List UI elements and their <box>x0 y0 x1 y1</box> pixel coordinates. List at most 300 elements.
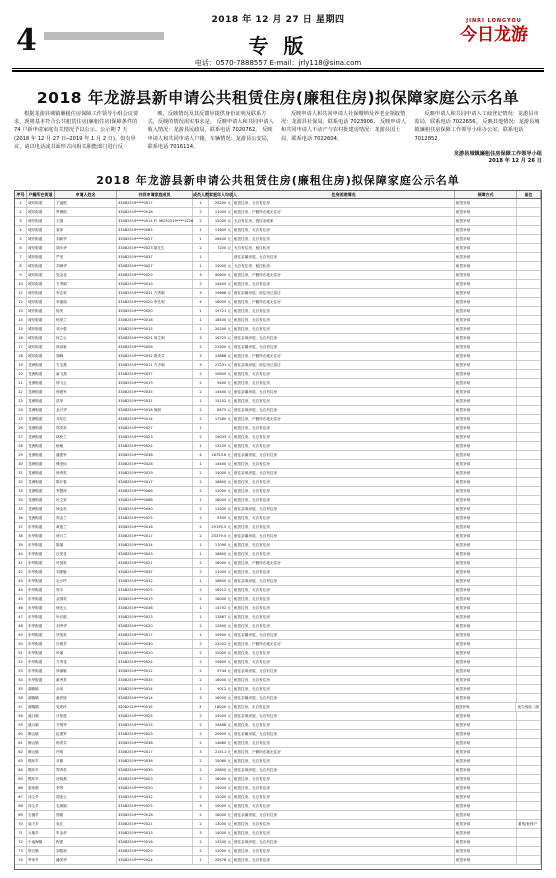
table-cell: 龙洲街道 <box>27 442 55 450</box>
table-row <box>15 307 541 316</box>
table-cell: 傅美仙 <box>55 460 117 468</box>
table-cell: 15000 元 <box>209 469 233 477</box>
table-cell: 2 <box>193 712 209 720</box>
table-cell <box>517 802 541 810</box>
table-row <box>15 514 541 523</box>
table-cell: 2 <box>193 739 209 747</box>
table-cell: 60 <box>15 730 27 738</box>
table-cell: 沐尘乡 <box>27 802 55 810</box>
table-cell: 龙洲街道 <box>27 505 55 513</box>
table-cell: 租赁补贴 <box>455 658 517 666</box>
table-cell: 33082519****0024 <box>117 442 193 450</box>
table-cell: 溪口镇 <box>27 721 55 729</box>
table-cell: 33082519****0017 <box>117 748 193 756</box>
table-row <box>15 505 541 514</box>
table-cell: 2 <box>193 478 209 486</box>
table-row <box>15 433 541 442</box>
signature-org: 龙游县城镇廉租住房保障工作领导小组 <box>453 151 542 157</box>
table-cell: 汪美花 <box>55 550 117 558</box>
table-cell: 3 <box>193 361 209 369</box>
table-cell: 33082519****0019 <box>117 595 193 603</box>
table-cell: 33082519****0017 <box>117 532 193 540</box>
table-cell: 2 <box>193 784 209 792</box>
table-cell: 方宝燕 <box>55 361 117 369</box>
table-row <box>15 415 541 424</box>
table-cell: 1 <box>193 541 209 549</box>
table-row <box>15 802 541 811</box>
table-row <box>15 460 541 469</box>
table-cell: 租赁住房，无自有住房 <box>233 541 455 549</box>
table-cell: 51 <box>15 649 27 657</box>
intro-paragraph: 映，反映情况及其反馈应提供身份证明及联系方式，反映的情况需实事求是。 反映申请人和共同申请人收入情况：龙游县民政局，联系电话 7020762。 反映申请人和共同申请人户籍、车辆情况：龙游县公安局，联系电话 7016114。 <box>147 111 274 150</box>
table-cell <box>517 361 541 369</box>
table-cell: 1 <box>193 613 209 621</box>
table-row <box>15 388 541 397</box>
table-cell: 模环乡 <box>27 766 55 774</box>
table-cell: 33082519****0018 <box>117 316 193 324</box>
table-cell: 3 <box>15 217 27 225</box>
table-cell: 14400 元 <box>209 280 233 288</box>
table-row <box>15 244 541 253</box>
table-cell: 胡亚云 <box>55 793 117 801</box>
table-cell: 8475 元 <box>209 406 233 414</box>
table-cell: 2 <box>193 820 209 828</box>
table-cell: 11 <box>15 289 27 297</box>
table-cell <box>517 379 541 387</box>
table-cell: 横山镇 <box>27 730 55 738</box>
table-cell: 33082519****0037 <box>117 568 193 576</box>
table-cell: 33082519****0014 <box>117 415 193 423</box>
table-cell: 湖镇镇 <box>27 694 55 702</box>
table-cell: 黄建兰 <box>55 523 117 531</box>
table-cell: 33082519****0024 <box>117 658 193 666</box>
table-cell: 26400 元 <box>209 235 233 243</box>
table-cell: 吴红 <box>55 820 117 828</box>
table-cell: 12000 元 <box>209 487 233 495</box>
table-cell: 23 <box>15 397 27 405</box>
table-cell <box>517 811 541 819</box>
table-cell: 33082519****0031 方秀娟 <box>117 289 193 297</box>
table-cell: 61 <box>15 739 27 747</box>
table-cell: 租赁补贴 <box>455 604 517 612</box>
column-header: 户籍所在街道 <box>27 191 55 198</box>
table-cell: 湖镇镇 <box>27 703 55 711</box>
table-cell: 城东街道 <box>27 298 55 306</box>
table-cell <box>517 739 541 747</box>
table-cell: 租赁补贴 <box>455 703 517 711</box>
table-cell: 45 <box>15 595 27 603</box>
table-cell: 租赁补贴 <box>455 226 517 234</box>
table-cell: 徐金亮 <box>55 505 117 513</box>
table-cell: 2 <box>193 838 209 846</box>
table-cell: 32 <box>15 478 27 486</box>
table-cell: 龙洲街道 <box>27 460 55 468</box>
table-row <box>15 649 541 658</box>
table-cell: 2 <box>193 595 209 603</box>
table-cell <box>517 289 541 297</box>
table-cell: 租赁住房，无自有住房 <box>233 586 455 594</box>
table-cell: 1 <box>193 262 209 270</box>
table-cell: 模环乡 <box>27 757 55 765</box>
table-cell: 19900 元 <box>209 631 233 639</box>
table-cell: 29 <box>15 451 27 459</box>
table-cell: 29195.5 元 <box>209 523 233 531</box>
table-cell: 1 <box>193 199 209 207</box>
table-cell: 借住亲属房屋，无自有住房 <box>233 451 455 459</box>
table-cell: 27231 元 <box>209 361 233 369</box>
table-cell: 1 <box>193 226 209 234</box>
table-cell: 龙洲街道 <box>27 433 55 441</box>
table-cell: 租赁补贴 <box>455 784 517 792</box>
table-row <box>15 829 541 838</box>
table-cell: 林秋兰 <box>55 433 117 441</box>
table-cell: 33082519****0032 <box>117 793 193 801</box>
table-cell: 龙洲街道 <box>27 469 55 477</box>
table-cell: 罗海根 <box>55 208 117 216</box>
table-cell: 租赁补贴 <box>455 370 517 378</box>
table-cell: 租赁住房，无自有住房 <box>233 424 455 432</box>
table-cell: 程建 <box>55 838 117 846</box>
table-cell: 33082519****0018 <box>117 208 193 216</box>
table-cell <box>517 856 541 864</box>
table-row <box>15 820 541 829</box>
table-cell: 租赁补贴 <box>455 595 517 603</box>
table-cell: 租赁补贴 <box>455 433 517 441</box>
table-cell: 18 <box>15 352 27 360</box>
table-cell: 租赁住房，无自有住房 <box>233 379 455 387</box>
table-cell: 2 <box>193 208 209 216</box>
table-cell: 25200 元 <box>209 199 233 207</box>
table-cell <box>517 370 541 378</box>
table-cell: 租赁补贴 <box>455 208 517 216</box>
table-cell <box>517 595 541 603</box>
table-cell: 李慧萍 <box>55 487 117 495</box>
table-cell: 5 <box>15 235 27 243</box>
table-cell: 尹雄 <box>55 757 117 765</box>
table-cell: 租赁住房，无自有住房 <box>233 820 455 828</box>
table-cell: 16725 元 <box>209 334 233 342</box>
table-cell <box>517 604 541 612</box>
table-cell: 租赁住房，无自有住房 <box>233 397 455 405</box>
table-cell: 严美 <box>55 253 117 261</box>
table-cell: 24 <box>15 406 27 414</box>
table-cell: 借住亲戚房屋，无自有住房 <box>233 334 455 342</box>
table-cell: 租赁补贴 <box>455 469 517 477</box>
table-cell: 视力残疾二级 <box>517 705 540 709</box>
table-cell <box>517 307 541 315</box>
table-cell: 租赁补贴 <box>455 559 517 567</box>
table-cell: 33082519****0014 <box>117 694 193 702</box>
table-cell: 租赁补贴 <box>455 460 517 468</box>
table-cell <box>517 775 541 783</box>
table-cell: 租赁补贴 <box>455 577 517 585</box>
table-cell: 2 <box>193 622 209 630</box>
table-cell <box>517 712 541 720</box>
table-cell: 33082519****0050 <box>117 307 193 315</box>
table-cell: 租赁补贴 <box>455 199 517 207</box>
table-cell: 1 <box>193 397 209 405</box>
table-cell: 1 <box>193 307 209 315</box>
table-cell: 18000 元 <box>209 703 233 711</box>
table-cell: 童秀美 <box>55 676 117 684</box>
table-cell: 租赁补贴 <box>455 793 517 801</box>
signature-block <box>454 151 542 165</box>
table-cell <box>209 253 233 261</box>
table-cell: 租赁住房，无自有住房 <box>233 658 455 666</box>
table-cell: 33082519****0038 <box>117 739 193 747</box>
table-row <box>15 370 541 379</box>
table-cell: 33082519****0032 <box>117 577 193 585</box>
table-cell: 租赁住房，无自有住房 <box>233 784 455 792</box>
table-cell <box>517 586 541 594</box>
table-cell: 33082519****0020 <box>117 622 193 630</box>
table-cell: 33082519****0066 <box>117 487 193 495</box>
table-cell: 50 <box>15 640 27 648</box>
table-cell <box>517 748 541 756</box>
table-cell: 20800 元 <box>209 766 233 774</box>
table-cell: 15 <box>15 325 27 333</box>
table-row <box>15 856 541 865</box>
table-cell: 14000 元 <box>209 784 233 792</box>
table-cell: 徐先云 <box>55 604 117 612</box>
table-cell: 1 <box>193 496 209 504</box>
article-headline: 2018 年龙游县新申请公共租赁住房(廉租住房)拟保障家庭公示名单 <box>36 89 520 107</box>
table-cell: 方明华 <box>55 721 117 729</box>
table-cell <box>517 280 541 288</box>
table-cell: 租赁补贴 <box>455 334 517 342</box>
table-cell: 33082519****0010 <box>117 649 193 657</box>
table-row <box>15 271 541 280</box>
table-cell: 14000 元 <box>209 829 233 837</box>
table-cell: 无自有住房，借住亲戚家 <box>233 217 455 225</box>
table-cell: 潘美华 <box>55 856 117 864</box>
table-cell: 华美英 <box>55 631 117 639</box>
table-cell: 租赁补贴 <box>455 289 517 297</box>
table-cell: 33082519****0020 李先明 <box>117 298 193 306</box>
table-cell <box>517 505 541 513</box>
table-row <box>15 523 541 532</box>
table-cell: 东华街道 <box>27 658 55 666</box>
table-cell: 1 <box>193 685 209 693</box>
table-cell: 20600 元 <box>209 730 233 738</box>
table-cell: 33082519****0019 <box>117 379 193 387</box>
table-cell: 城东街道 <box>27 316 55 324</box>
table-cell: 58 <box>15 712 27 720</box>
table-cell: 租赁住房，无自有住房 <box>233 442 455 450</box>
table-cell: 33082519****0017 <box>117 199 193 207</box>
table-cell: 伍建军 <box>55 730 117 738</box>
table-cell: 2 <box>193 793 209 801</box>
table-cell <box>517 406 541 414</box>
table-cell: 33082519****0029 <box>117 271 193 279</box>
table-cell: 租赁补贴 <box>455 235 517 243</box>
table-cell: 租赁补贴 <box>455 514 517 522</box>
table-cell: 东华街道 <box>27 631 55 639</box>
table-cell: 33082519****0018 <box>117 811 193 819</box>
table-row <box>15 217 541 226</box>
table-cell: 2 <box>193 244 209 252</box>
table-row <box>15 658 541 667</box>
table-cell: 18400 元 <box>209 316 233 324</box>
table-row <box>15 766 541 775</box>
table-cell: 租赁补贴 <box>455 523 517 531</box>
table-cell: 刘建敏 <box>55 568 117 576</box>
table-cell: 李琴 <box>55 784 117 792</box>
table-row <box>15 739 541 748</box>
table-cell <box>517 847 541 855</box>
table-row <box>15 811 541 820</box>
table-cell: 3 <box>193 802 209 810</box>
table-cell: 湖镇镇 <box>27 685 55 693</box>
table-row <box>15 226 541 235</box>
table-cell: 3 <box>193 748 209 756</box>
table-cell: 城东街道 <box>27 307 55 315</box>
table-cell: 2 <box>193 640 209 648</box>
table-cell: 罗家乡 <box>27 856 55 864</box>
table-cell: 胡永华 <box>55 244 117 252</box>
table-cell: 租赁补贴 <box>455 613 517 621</box>
table-cell: 3 <box>193 694 209 702</box>
table-cell: 方秀娟 <box>55 280 117 288</box>
table-cell: 毛海娟 <box>55 802 117 810</box>
table-cell: 租赁住房，无自有住房 <box>233 370 455 378</box>
table-cell: 龙洲街道 <box>27 370 55 378</box>
table-cell: 2 <box>193 514 209 522</box>
table-cell: 租赁补贴 <box>455 757 517 765</box>
table-cell <box>517 424 541 432</box>
table-cell: 饶金花 <box>55 271 117 279</box>
table-cell: 2 <box>193 721 209 729</box>
table-cell: 李丽丽 <box>55 298 117 306</box>
table-cell: 租赁补贴 <box>455 253 517 261</box>
issue-date: 2018 年 12 月 27 日 星期四 <box>211 15 345 25</box>
table-cell: 33082519****0029 <box>117 469 193 477</box>
table-cell: 叶国英 <box>55 559 117 567</box>
table-cell: 郑美英 <box>55 424 117 432</box>
table-cell: 龙洲街道 <box>27 379 55 387</box>
table-cell: 33082519****0031 <box>117 397 193 405</box>
table-cell: 租赁住房，无自有住房 <box>233 550 455 558</box>
table-cell: 37 <box>15 523 27 531</box>
table-cell <box>517 334 541 342</box>
table-cell: 16 <box>15 334 27 342</box>
table-cell: 沐尘乡 <box>27 793 55 801</box>
table-header <box>15 191 541 199</box>
table-cell: 租赁补贴 <box>455 568 517 576</box>
table-cell: 16800 元 <box>209 478 233 486</box>
table-cell: 33082519****0023 <box>117 433 193 441</box>
table-cell <box>517 649 541 657</box>
table-cell: 31 <box>15 469 27 477</box>
column-header: 保障方式 <box>455 191 517 198</box>
table-row <box>15 775 541 784</box>
table-cell: 借住亲属房屋，无自有住房 <box>233 388 455 396</box>
intro-paragraph: 反映申请人和共同申请人社保缴纳及养老金领取情况：龙游县社保局，联系电话 7023906。 反映申请人和共同申请人不动产与农村批建房情况：龙游县国土局，联系电话 7022604。 <box>281 111 406 142</box>
table-cell <box>209 424 233 432</box>
table-cell <box>517 829 541 837</box>
table-cell: 16800 元 <box>209 550 233 558</box>
table-cell: 租赁补贴 <box>455 496 517 504</box>
table-cell: 租赁住房，无自有住房 <box>233 847 455 855</box>
table-row <box>15 685 541 694</box>
table-cell: 33082519****0025 <box>117 514 193 522</box>
table-cell: 33082519****0013 <box>117 829 193 837</box>
table-cell: 租赁补贴 <box>455 325 517 333</box>
table-cell: 2 <box>193 658 209 666</box>
table-cell: 大街乡 <box>27 829 55 837</box>
table-cell: 2 <box>193 730 209 738</box>
table-cell: 72 <box>15 838 27 846</box>
table-cell <box>517 487 541 495</box>
table-cell: 借住亲属房屋，无自有住房 <box>233 631 455 639</box>
table-cell: 借住亲属房屋，原住房已拆迁 <box>233 289 455 297</box>
table-cell: 租赁住房，户籍所在地无住房 <box>233 352 455 360</box>
table-cell: 朱金华 <box>55 829 117 837</box>
table-cell <box>517 415 541 423</box>
table-row <box>15 838 541 847</box>
table-cell <box>517 541 541 549</box>
table-cell: 33082519****0043 <box>117 550 193 558</box>
table-cell: 33082519****0020 <box>117 784 193 792</box>
table-cell: 刘海华 <box>55 262 117 270</box>
table-cell: 借住亲属房屋，无自有住房 <box>233 343 455 351</box>
table-cell: 租赁补贴 <box>455 676 517 684</box>
table-cell: 33082519****0032 胡美芬 <box>117 352 193 360</box>
table-cell: 13200 元 <box>209 442 233 450</box>
table-cell: 2 <box>193 676 209 684</box>
table-cell: 66 <box>15 784 27 792</box>
table-cell: 吴美玲 <box>55 703 117 711</box>
table-cell: 2 <box>15 208 27 216</box>
table-cell: 何立云 <box>55 334 117 342</box>
table-cell: 龙洲街道 <box>27 361 55 369</box>
table-cell: 2 <box>193 217 209 225</box>
table-cell: 16753.6 元 <box>209 451 233 459</box>
table-cell: 33082519****0025 <box>117 712 193 720</box>
table-cell: 15152 元 <box>209 397 233 405</box>
table-cell: 租赁住房，户籍所在地无住房 <box>233 271 455 279</box>
table-cell: 租赁住房，无自有住房 <box>233 676 455 684</box>
column-header: 家庭年人均收入 <box>209 192 237 197</box>
table-cell: 19488 元 <box>209 721 233 729</box>
column-header: 序号 <box>15 191 27 198</box>
table-cell <box>517 442 541 450</box>
table-row <box>15 667 541 676</box>
table-cell <box>517 226 541 234</box>
table-cell: 租赁住房，无自有住房 <box>233 856 455 864</box>
table-cell: 2 <box>193 415 209 423</box>
table-row <box>15 379 541 388</box>
table-row <box>15 208 541 217</box>
table-cell: 22 <box>15 388 27 396</box>
table-cell: 13866 元 <box>209 352 233 360</box>
table-cell: 20 <box>15 370 27 378</box>
table-cell: 26 <box>15 424 27 432</box>
table-cell: 租赁住房，无自有住房 <box>233 622 455 630</box>
table-cell: 33082519****0024 <box>117 856 193 864</box>
table-cell: 横山镇 <box>27 748 55 756</box>
table-cell: 33082519****0016 <box>117 523 193 531</box>
table-cell: 租赁补贴 <box>455 847 517 855</box>
table-cell: 33082519****0039 <box>117 766 193 774</box>
table-cell: 33082519****0023 <box>117 613 193 621</box>
table-cell: 33082519****0065 <box>117 226 193 234</box>
table-cell <box>517 658 541 666</box>
table-cell: 33082519****0015 <box>117 325 193 333</box>
table-cell: 租赁补贴 <box>455 361 517 369</box>
table-cell: 租赁补贴 <box>455 748 517 756</box>
table-cell: 18000 元 <box>209 559 233 567</box>
